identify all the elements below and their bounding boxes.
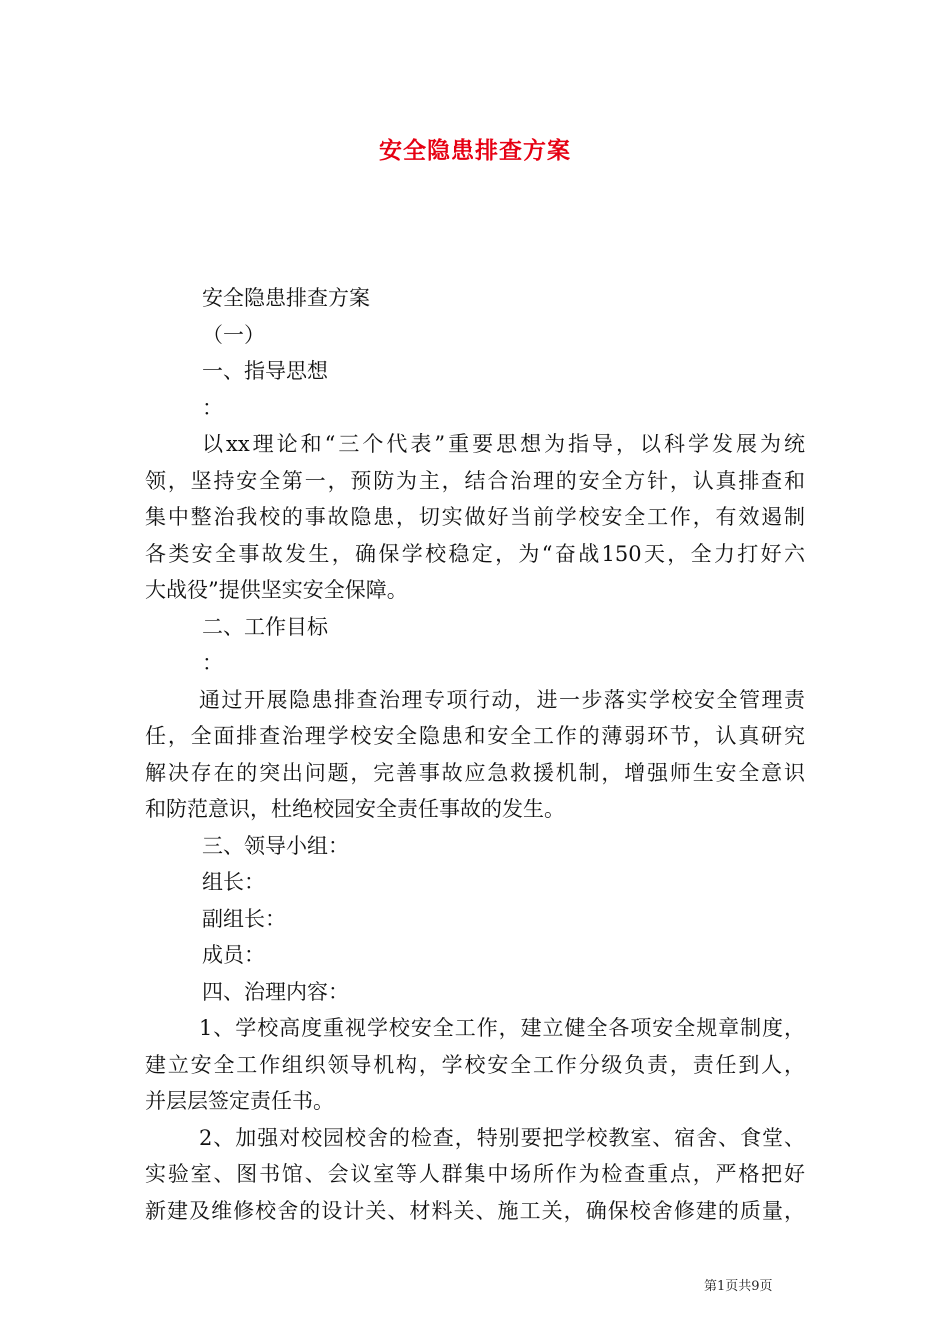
paragraph-line: 任，全面排查治理学校安全隐患和安全工作的薄弱环节，认真研究 [145, 724, 805, 748]
colon-line: ： [202, 395, 223, 420]
heading-guiding-ideology: 一、指导思想 [202, 359, 328, 383]
document-body [145, 280, 805, 1229]
paragraph-line: 通过开展隐患排查治理专项行动，进一步落实学校安全管理责 [199, 687, 805, 712]
paragraph-line: 大战役”提供坚实安全保障。 [145, 578, 408, 602]
members-label: 成员： [202, 943, 265, 967]
paragraph-line: 解决存在的突出问题，完善事故应急救援机制，增强师生安全意识 [145, 760, 805, 785]
paragraph-line: 以xx理论和“三个代表”重要思想为指导，以科学发展为统 [202, 432, 805, 456]
heading-governance-content: 四、治理内容： [202, 979, 349, 1004]
heading-work-goals: 二、工作目标 [202, 614, 328, 639]
paragraph-line: 领，坚持安全第一，预防为主，结合治理的安全方针，认真排查和 [145, 468, 805, 493]
subtitle: 安全隐患排查方案 [202, 286, 370, 310]
paragraph-line: 各类安全事故发生，确保学校稳定，为“奋战150天，全力打好六 [145, 541, 805, 566]
paragraph-line: 建立安全工作组织领导机构，学校安全工作分级负责，责任到人， [145, 1052, 805, 1077]
heading-leadership-group: 三、领导小组： [202, 833, 349, 858]
paragraph-line: 和防范意识，杜绝校园安全责任事故的发生。 [145, 797, 565, 821]
paragraph-line: 集中整治我校的事故隐患，切实做好当前学校安全工作，有效遏制 [145, 505, 805, 529]
page-number: 第1页共9页 [704, 1279, 773, 1294]
paragraph-line: 1、学校高度重视学校安全工作，建立健全各项安全规章制度， [199, 1016, 805, 1040]
paragraph-line: 新建及维修校舍的设计关、材料关、施工关，确保校舍修建的质量， [145, 1198, 805, 1223]
colon-line: ： [202, 651, 223, 675]
paragraph-line: 2、加强对校园校舍的检查，特别要把学校教室、宿舍、食堂、 [199, 1125, 805, 1150]
paragraph-line: 实验室、图书馆、会议室等人群集中场所作为检查重点，严格把好 [145, 1162, 805, 1186]
section-number: （一） [202, 322, 265, 347]
group-leader-label: 组长： [202, 870, 265, 894]
deputy-leader-label: 副组长： [202, 906, 286, 931]
document-title: 安全隐患排查方案 [379, 137, 571, 164]
paragraph-line: 并层层签定责任书。 [145, 1089, 334, 1113]
